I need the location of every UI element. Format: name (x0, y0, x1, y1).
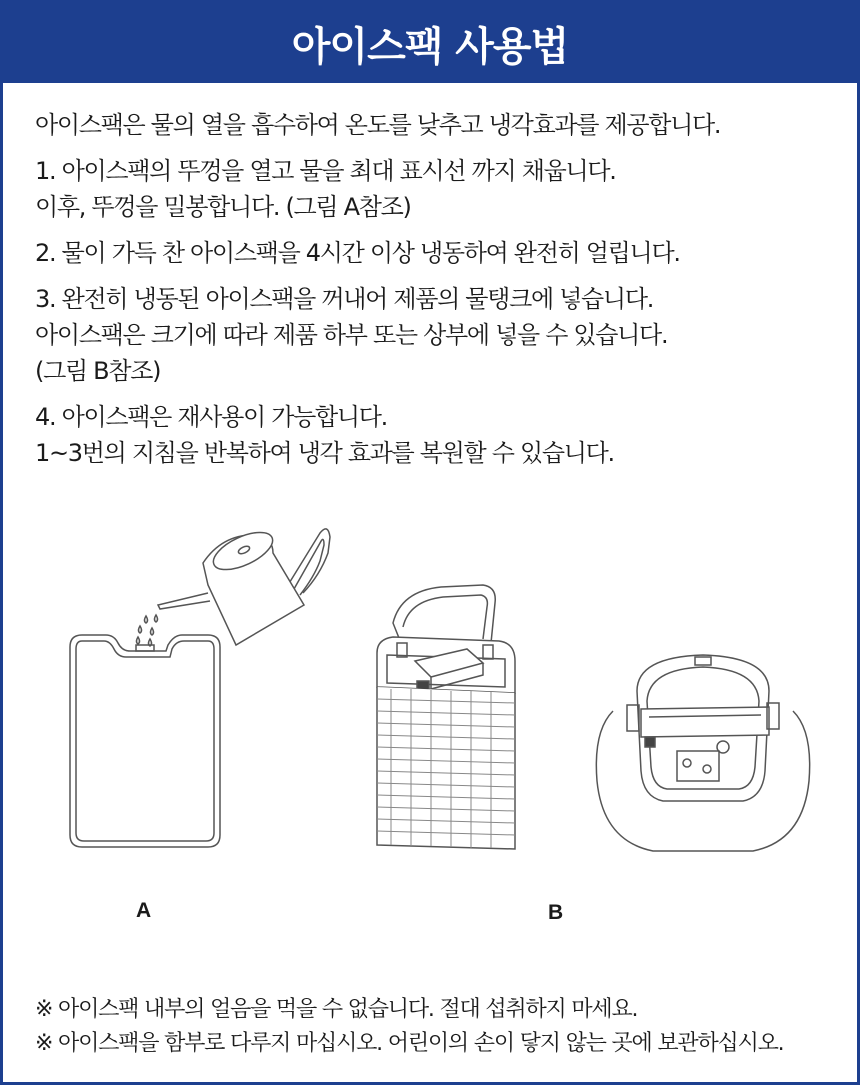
ice-pack-fill-illustration (58, 523, 348, 853)
page-title: 아이스팩 사용법 (291, 23, 569, 70)
instructions (35, 107, 835, 481)
product-open-lid-illustration (371, 583, 521, 853)
tank-top-view-illustration (593, 651, 813, 861)
figure-label-a: A (136, 899, 152, 922)
warnings (35, 993, 835, 1061)
step-4: 4. 아이스팩은 재사용이 가능합니다. 1~3번의 지침을 반복하여 냉각 효과를 복원할 수 있습니다. (35, 403, 614, 467)
intro-text: 아이스팩은 물의 열을 흡수하여 온도를 낮추고 냉각효과를 제공합니다. (35, 111, 721, 139)
step-2: 2. 물이 가득 찬 아이스팩을 4시간 이상 냉동하여 완전히 얼립니다. (35, 239, 680, 267)
warning-line: ※ 아이스팩 내부의 얼음을 먹을 수 없습니다. 절대 섭취하지 마세요. (35, 997, 638, 1022)
header-bar (3, 3, 857, 83)
figure-label-b: B (548, 901, 564, 924)
step-3: 3. 완전히 냉동된 아이스팩을 꺼내어 제품의 물탱크에 넣습니다. 아이스팩은 크기에 따라 제품 하부 또는 상부에 넣을 수 있습니다. (그림 B참조) (35, 285, 668, 385)
step-1: 1. 아이스팩의 뚜껑을 열고 물을 최대 표시선 까지 채웁니다. 이후, 뚜껑을 밀봉합니다. (그림 A참조) (35, 157, 616, 221)
warning-line: ※ 아이스팩을 함부로 다루지 마십시오. 어린이의 손이 닿지 않는 곳에 보관하십시오. (35, 1031, 784, 1056)
